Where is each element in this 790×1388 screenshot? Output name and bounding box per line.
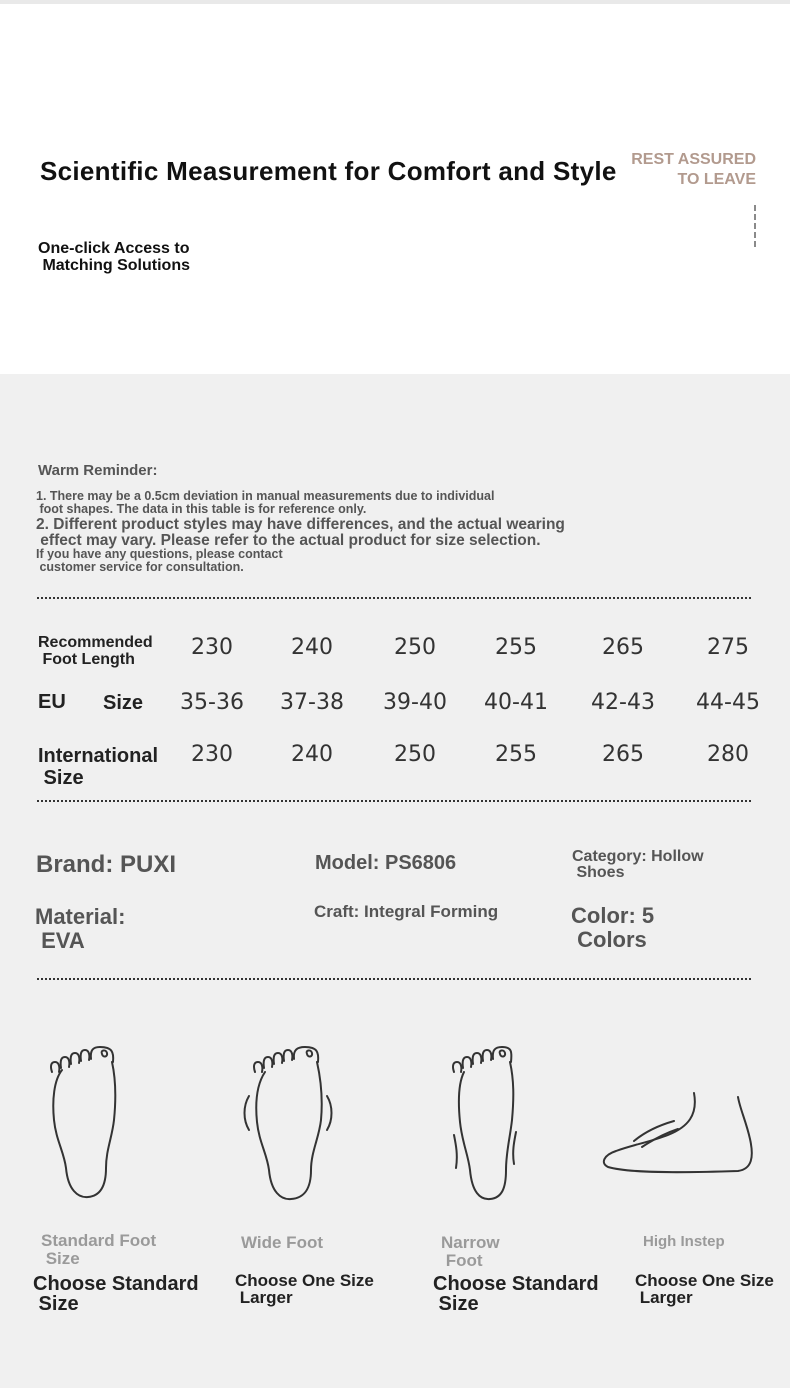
dotted-divider [37, 800, 751, 802]
foot-type-name: Narrow Foot [441, 1233, 500, 1270]
table-cell: 40-41 [484, 690, 548, 715]
page-subtitle: One-click Access to Matching Solutions [38, 240, 190, 274]
table-cell: 250 [394, 635, 436, 660]
table-cell: 255 [495, 635, 537, 660]
spec-material: Material: EVA [35, 904, 126, 953]
table-cell: 250 [394, 742, 436, 767]
table-cell: 265 [602, 742, 644, 767]
top-divider [0, 0, 790, 4]
foot-type-name: Wide Foot [241, 1233, 323, 1252]
reminder-line-2: 2. Different product styles may have differences, and the actual wearing effect may vary. Please refer to the actual product for size selection. [36, 516, 565, 549]
table-cell: 39-40 [383, 690, 447, 715]
table-cell: 265 [602, 635, 644, 660]
narrow-foot-icon [440, 1040, 530, 1205]
high-instep-icon [598, 1085, 758, 1180]
reminder-line-1: 1. There may be a 0.5cm deviation in manual measurements due to individual foot shapes. The data in this table is for reference only. [36, 489, 495, 516]
spec-craft: Craft: Integral Forming [314, 902, 499, 921]
table-cell: 240 [291, 635, 333, 660]
badge-line-2: TO LEAVE [677, 171, 756, 188]
page-title: Scientific Measurement for Comfort and Style [40, 156, 617, 186]
table-cell: 280 [707, 742, 749, 767]
table-cell: 44-45 [696, 690, 760, 715]
foot-type-advice: Choose One Size Larger [235, 1271, 374, 1307]
table-cell: 275 [707, 635, 749, 660]
row-label-eu: EU [38, 691, 66, 713]
table-cell: 230 [191, 635, 233, 660]
spec-model: Model: PS6806 [315, 852, 457, 874]
standard-foot-icon [40, 1040, 130, 1205]
table-cell: 35-36 [180, 690, 244, 715]
table-cell: 240 [291, 742, 333, 767]
row-label-foot-length: Recommended Foot Length [38, 634, 153, 668]
row-label-size: Size [103, 692, 144, 714]
spec-brand: Brand: PUXI [36, 851, 177, 878]
reminder-line-3: If you have any questions, please contact customer service for consultation. [36, 547, 283, 574]
foot-type-name: Standard Foot Size [41, 1231, 157, 1268]
reassurance-badge [631, 150, 756, 190]
wide-foot-icon [235, 1040, 345, 1205]
spec-color: Color: 5 Colors [571, 903, 655, 952]
table-cell: 255 [495, 742, 537, 767]
foot-type-advice: Choose One Size Larger [635, 1271, 774, 1307]
table-cell: 230 [191, 742, 233, 767]
badge-line-1: REST ASSURED [631, 151, 756, 168]
table-cell: 42-43 [591, 690, 655, 715]
foot-type-advice: Choose Standard Size [433, 1273, 599, 1315]
dotted-divider [37, 978, 751, 980]
reminder-title: Warm Reminder: [38, 462, 158, 479]
row-label-international: International Size [38, 745, 159, 789]
foot-type-advice: Choose Standard Size [33, 1273, 199, 1315]
vertical-dashed-divider [754, 205, 756, 247]
foot-type-name: High Instep [643, 1233, 725, 1250]
spec-category: Category: Hollow Shoes [572, 848, 704, 881]
table-cell: 37-38 [280, 690, 344, 715]
dotted-divider [37, 597, 751, 599]
